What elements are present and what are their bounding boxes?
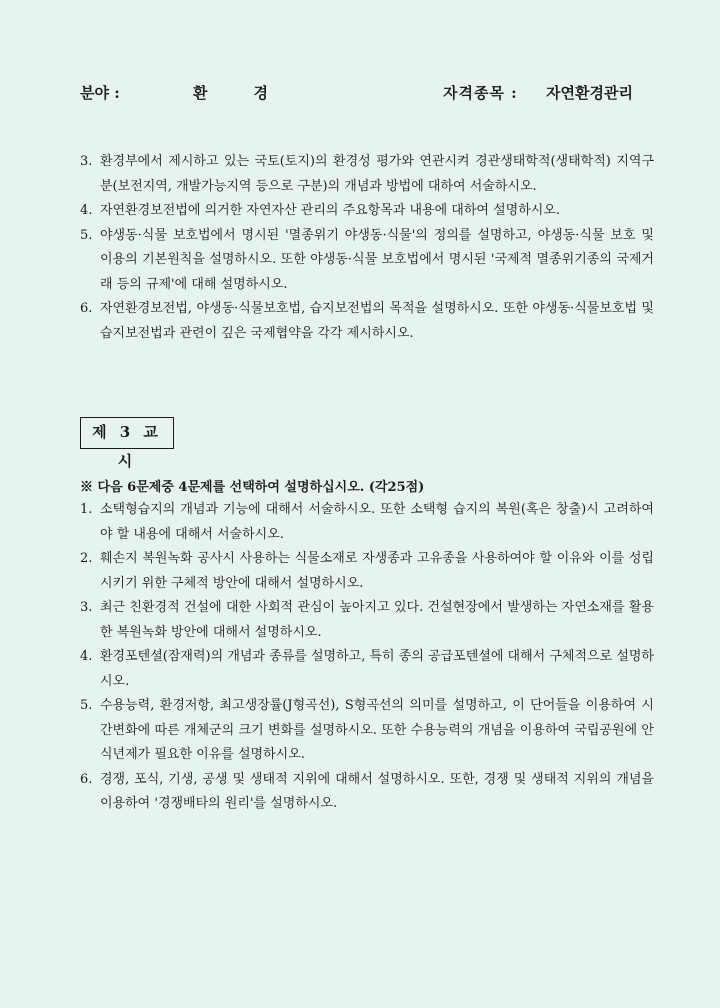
instruction-text: ※ 다음 6문제중 4문제를 선택하여 설명하십시오. (각25점) <box>80 480 425 495</box>
field-label: 분야 : <box>80 84 120 102</box>
question-number: 4. <box>80 203 93 218</box>
question-text: 환경부에서 제시하고 있는 국토(토지)의 환경성 평가와 연관시켜 경관생태학적(생태학적) 지역구분(보전지역, 개발가능지역 등으로 구분)의 개념과 방법에 대하여 서술하시오. <box>100 154 654 194</box>
question-text: 수용능력, 환경저항, 최고생장률(J형곡선), S형곡선의 의미를 설명하고, 이 단어들을 이용하여 시간변화에 따른 개체군의 크기 변화를 설명하시오. 또한 수용능력의 개념을 이용하여 국립공원에 안식년제가 필요한 이유를 설명하시오. <box>100 698 654 762</box>
question-number: 3. <box>80 154 93 169</box>
question-item <box>80 199 654 224</box>
question-number: 4. <box>80 649 93 664</box>
question-item <box>80 150 654 199</box>
question-number: 6. <box>80 301 93 316</box>
question-item <box>80 547 654 596</box>
field-value: 환경 <box>193 84 314 102</box>
question-number: 5. <box>80 227 93 243</box>
question-text: 소택형습지의 개념과 기능에 대해서 서술하시오. 또한 소택형 습지의 복원(혹은 창출)시 고려하여야 할 내용에 대해서 서술하시오. <box>100 502 654 542</box>
question-number: 1. <box>80 502 93 517</box>
qualification-value: 자연환경관리 <box>546 84 633 102</box>
qualification-label: 자격종목 : <box>443 84 518 102</box>
question-item <box>80 498 654 547</box>
question-text: 자연환경보전법, 야생동·식물보호법, 습지보전법의 목적을 설명하시오. 또한 야생동·식물보호법 및 습지보전법과 관련이 깊은 국제협약을 각각 제시하시오. <box>100 301 654 341</box>
question-text: 환경포텐셜(잠재력)의 개념과 종류를 설명하고, 특히 종의 공급포텐셜에 대해서 구체적으로 설명하시오. <box>100 649 654 689</box>
question-number: 2. <box>80 551 93 566</box>
question-number: 6. <box>80 771 93 787</box>
question-text: 경쟁, 포식, 기생, 공생 및 생태적 지위에 대해서 설명하시오. 또한, 경쟁 및 생태적 지위의 개념을 이용하여 '경쟁배타의 원리'를 설명하시오. <box>100 771 654 811</box>
question-text: 자연환경보전법에 의거한 자연자산 관리의 주요항목과 내용에 대하여 설명하시오. <box>100 203 561 218</box>
question-text: 훼손지 복원녹화 공사시 사용하는 식물소재로 자생종과 고유종을 사용하여야 할 이유와 이를 성립시키기 위한 구체적 방안에 대해서 설명하시오. <box>100 551 654 591</box>
question-number: 5. <box>80 698 93 713</box>
question-item <box>80 224 654 298</box>
question-number: 3. <box>80 600 93 615</box>
question-text: 야생동·식물 보호법에서 명시된 '멸종위기 야생동·식물'의 정의를 설명하고, 야생동·식물 보호 및 이용의 기본원칙을 설명하시오. 또한 야생동·식물 보호법에서 명시된 '국제적 멸종위기종의 국제거래 등의 규제'에 대해 설명하시오. <box>100 227 654 292</box>
section-title-box: 제 3 교 시 <box>80 417 174 449</box>
question-list-part2 <box>80 498 654 817</box>
exam-header <box>80 82 640 106</box>
question-item <box>80 596 654 645</box>
question-item <box>80 297 654 346</box>
question-item <box>80 694 654 768</box>
question-item <box>80 645 654 694</box>
question-list-part1 <box>80 150 654 346</box>
question-item <box>80 768 654 817</box>
question-text: 최근 친환경적 건설에 대한 사회적 관심이 높아지고 있다. 건설현장에서 발생하는 자연소재를 활용한 복원녹화 방안에 대해서 설명하시오. <box>100 600 654 640</box>
